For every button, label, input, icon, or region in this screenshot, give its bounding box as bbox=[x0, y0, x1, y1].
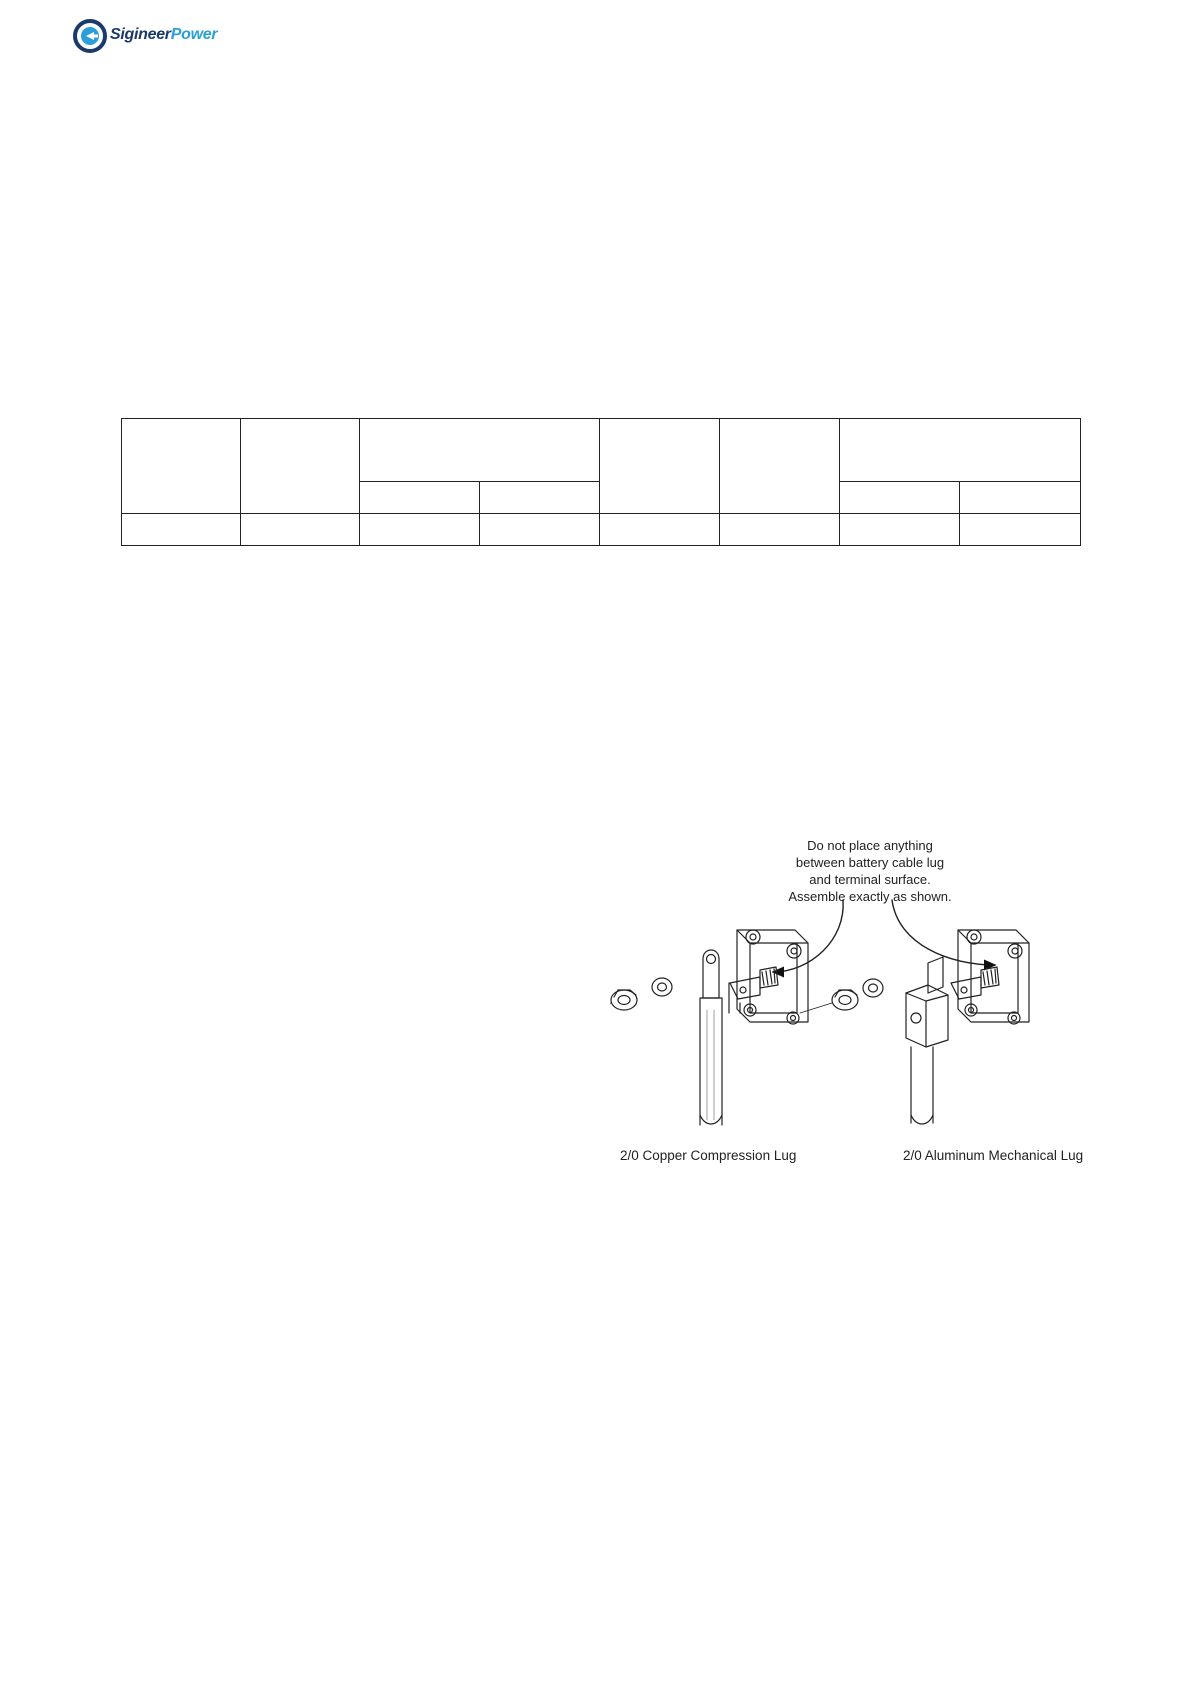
table-header-cell bbox=[600, 419, 720, 514]
left-terminal bbox=[729, 930, 808, 1024]
table-cell bbox=[360, 514, 480, 546]
right-lug bbox=[906, 957, 948, 1124]
table-cell bbox=[480, 514, 600, 546]
table-cell bbox=[840, 514, 960, 546]
spec-table bbox=[121, 418, 1081, 546]
caption-copper-lug: 2/0 Copper Compression Lug bbox=[620, 1148, 797, 1163]
left-lug bbox=[700, 950, 722, 1125]
note-line: Do not place anything bbox=[807, 838, 933, 853]
logo-text-secondary: Power bbox=[170, 26, 218, 43]
table-subheader-cell bbox=[480, 482, 600, 514]
table-cell bbox=[600, 514, 720, 546]
note-line: between battery cable lug bbox=[795, 855, 945, 870]
table-header-cell bbox=[720, 419, 840, 514]
table-cell bbox=[960, 514, 1081, 546]
right-terminal bbox=[951, 930, 1029, 1024]
table-header-group-cell bbox=[360, 419, 600, 482]
left-washer-nut bbox=[610, 978, 672, 1013]
brand-logo bbox=[72, 16, 222, 60]
logo-wordmark bbox=[110, 26, 217, 44]
table-subheader-cell bbox=[960, 482, 1081, 514]
battery-lug-figure bbox=[610, 835, 1110, 1175]
logo-text-primary: Sigineer bbox=[110, 26, 171, 43]
table-cell bbox=[241, 514, 360, 546]
table-row bbox=[122, 514, 1081, 546]
table-header-cell bbox=[241, 419, 360, 514]
table-header-group-cell bbox=[840, 419, 1081, 482]
table-subheader-cell bbox=[360, 482, 480, 514]
note-line: and terminal surface. bbox=[809, 872, 931, 887]
table-cell bbox=[720, 514, 840, 546]
table-header-row bbox=[122, 419, 1081, 482]
table-header-cell bbox=[122, 419, 241, 514]
table-subheader-cell bbox=[840, 482, 960, 514]
logo-icon bbox=[72, 16, 108, 56]
assembly-warning-note bbox=[760, 837, 980, 905]
caption-aluminum-lug: 2/0 Aluminum Mechanical Lug bbox=[903, 1148, 1084, 1163]
note-line: Assemble exactly as shown. bbox=[788, 889, 952, 904]
right-washer-nut bbox=[800, 979, 883, 1013]
table-cell bbox=[122, 514, 241, 546]
